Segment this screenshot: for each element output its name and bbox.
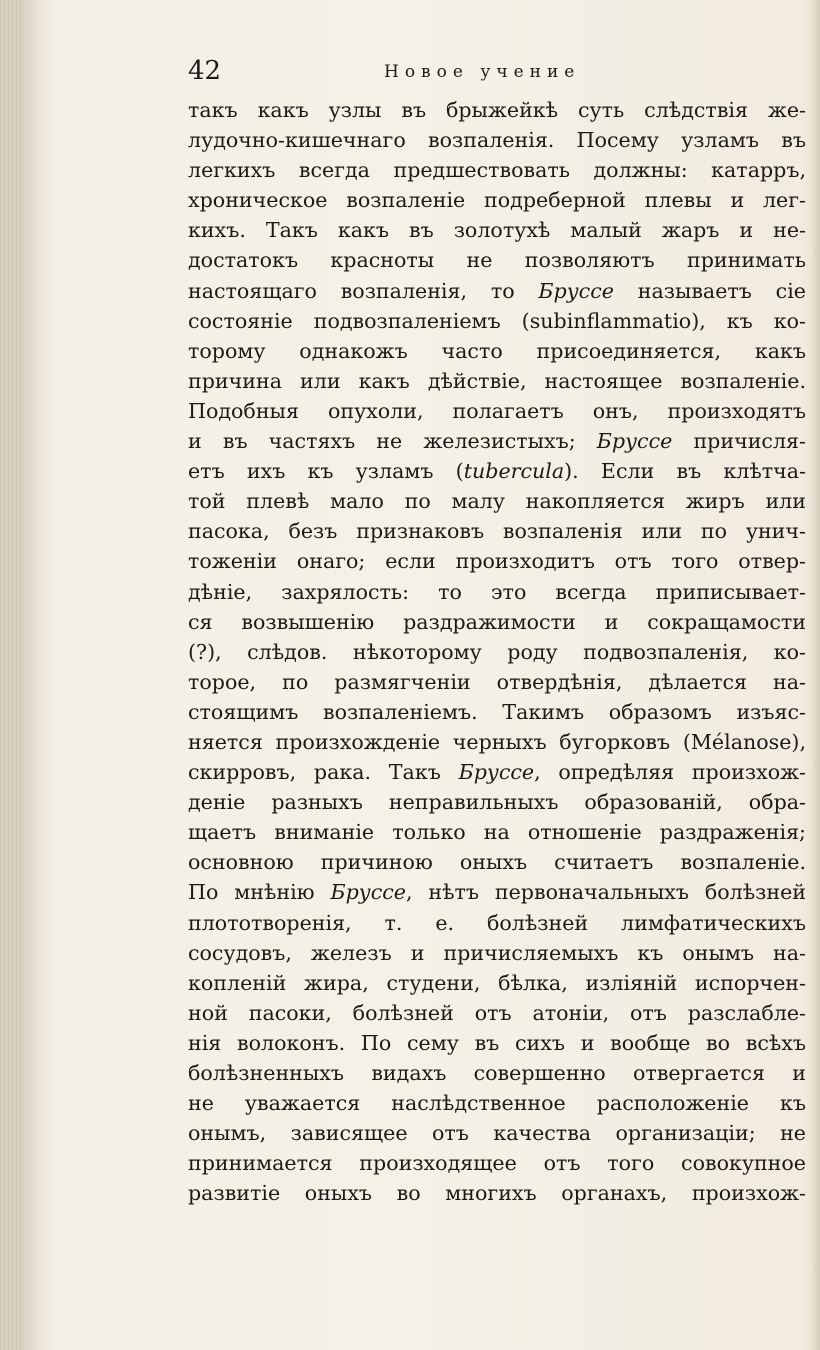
text-line: плототворенія, т. е. болѣзней лимфатическихъ bbox=[188, 910, 806, 935]
text-line: ся возвышенію раздражимости и сокращамости bbox=[188, 609, 806, 634]
text-line: копленій жира, студени, бѣлка, изліяній испорчен- bbox=[188, 970, 806, 995]
text-line: настоящаго возпаленія, то Бруссе называетъ сіе bbox=[188, 278, 806, 303]
text-line: такъ какъ узлы въ брыжейкѣ суть слѣдствія же- bbox=[188, 98, 806, 122]
book-binding-edge bbox=[0, 0, 24, 1350]
gutter-shadow bbox=[24, 0, 54, 1350]
text-line: развитіе оныхъ во многихъ органахъ, произхож- bbox=[188, 1181, 806, 1206]
text-line: и въ частяхъ не железистыхъ; Бруссе причисля- bbox=[188, 429, 806, 454]
text-line: онымъ, зависящее отъ качества организаціи; не bbox=[188, 1121, 806, 1146]
text-line: лудочно-кишечнаго возпаленія. Посему узламъ въ bbox=[188, 128, 806, 153]
text-line: болѣзненныхъ видахъ совершенно отвергается и bbox=[188, 1061, 806, 1085]
text-line: достатокъ красноты не позволяютъ принимать bbox=[188, 248, 806, 273]
text-line: легкихъ всегда предшествовать должны: катарръ, bbox=[188, 158, 806, 183]
page-number: 42 bbox=[188, 56, 222, 86]
page-header bbox=[188, 56, 813, 90]
text-line: дѣніе, захрялость: то это всегда приписывает- bbox=[188, 579, 806, 604]
text-line: принимается произходящее отъ того совокупное bbox=[188, 1151, 806, 1176]
text-line: етъ ихъ къ узламъ (tubercula). Если въ клѣтча- bbox=[188, 459, 806, 484]
text-line: стоящимъ возпаленіемъ. Такимъ образомъ изъяс- bbox=[188, 699, 806, 724]
text-line: хроническое возпаленіе подреберной плевы и лег- bbox=[188, 188, 806, 213]
text-line: нія волоконъ. По сему въ сихъ и вообще во всѣхъ bbox=[188, 1030, 806, 1055]
page-edge bbox=[810, 0, 820, 1350]
text-line: торому однакожъ часто присоединяется, какъ bbox=[188, 338, 806, 363]
text-line: скирровъ, рака. Такъ Бруссе, опредѣляя произхож- bbox=[188, 760, 806, 785]
text-line: (?), слѣдов. нѣкоторому роду подвозпаленія, ко- bbox=[188, 639, 806, 664]
text-line: тоженіи онаго; если произходитъ отъ того отвер- bbox=[188, 549, 806, 574]
text-line: не уважается наслѣдственное расположеніе къ bbox=[188, 1091, 806, 1116]
text-line: ной пасоки, болѣзней отъ атоніи, отъ разслабле- bbox=[188, 1000, 806, 1025]
text-line: щаетъ вниманіе только на отношеніе раздраженія; bbox=[188, 820, 806, 845]
text-line: той плевѣ мало по малу накопляется жиръ или bbox=[188, 489, 806, 514]
text-line: основною причиною оныхъ считаетъ возпаленіе. bbox=[188, 850, 806, 875]
text-line: торое, по размягченіи отвердѣнія, дѣлается на- bbox=[188, 669, 806, 694]
text-line: сосудовъ, железъ и причисляемыхъ къ онымъ на- bbox=[188, 940, 806, 965]
text-line: По мнѣнію Бруссе, нѣтъ первоначальныхъ болѣзней bbox=[188, 880, 807, 905]
text-line: состояніе подвозпаленіемъ (subinflammatio), къ ко- bbox=[188, 308, 806, 333]
body-text bbox=[188, 95, 806, 1208]
text-line: пасока, безъ признаковъ возпаленія или по унич- bbox=[188, 519, 806, 544]
running-head: Новое учение bbox=[384, 62, 581, 82]
text-line: няется произхожденіе черныхъ бугорковъ (Mélanose), bbox=[188, 729, 806, 754]
text-line: Подобныя опухоли, полагаетъ онъ, произходятъ bbox=[188, 398, 806, 423]
text-line: деніе разныхъ неправильныхъ образованій, обра- bbox=[188, 790, 806, 815]
text-line: кихъ. Такъ какъ въ золотухѣ малый жаръ и не- bbox=[188, 218, 806, 243]
text-line: причина или какъ дѣйствіе, настоящее возпаленіе. bbox=[188, 368, 806, 393]
